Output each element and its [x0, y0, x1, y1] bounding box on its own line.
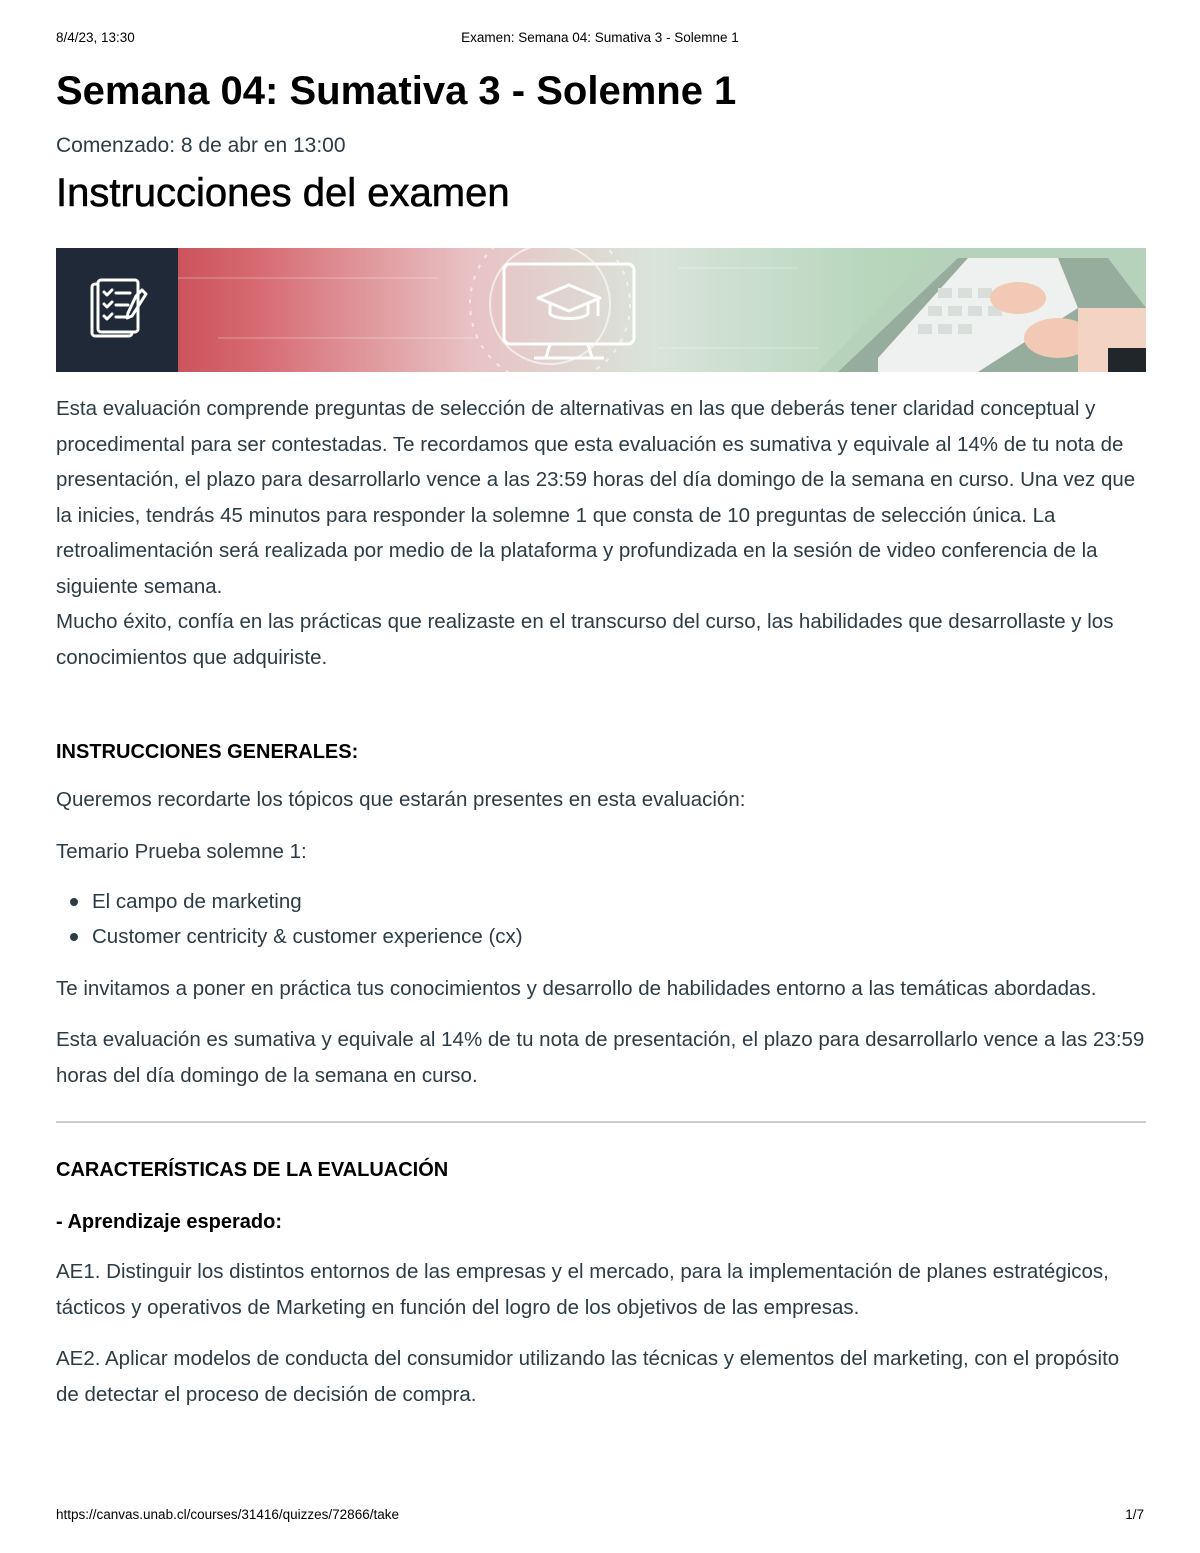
print-date: 8/4/23, 13:30	[56, 30, 135, 45]
topics-reminder: Queremos recordarte los tópicos que estarán presentes en esta evaluación:	[56, 787, 746, 811]
syllabus-label: Temario Prueba solemne 1:	[56, 840, 307, 863]
print-document-title: Examen: Semana 04: Sumativa 3 - Solemne 1	[461, 30, 739, 45]
general-instructions-heading: INSTRUCCIONES GENERALES:	[56, 741, 359, 763]
intro-paragraph: Esta evaluación comprende preguntas de selección de alternativas en las que deberás tener claridad conceptual y procedimental para ser contestadas. Te recordamos que esta evaluación es sumativa y equivale al 14% de tu nota de presentación, el plazo para desarrollarlo vence a las 23:59 horas del día domingo de la semana en curso. Una vez que la inicies, tendrás 45 minutos para responder la solemne 1 que consta de 10 preguntas de selección única. La retroalimentación será realizada por medio de la plataforma y profundizada en la sesión de video conferencia de la siguiente semana.	[56, 397, 1136, 598]
laptop-typing-image	[818, 248, 1146, 372]
list-item	[92, 884, 1146, 920]
topic-text: El campo de marketing	[92, 889, 302, 913]
learning-outcome-ae1: AE1. Distinguir los distintos entornos de las empresas y el mercado, para la implementación de planes estratégicos, tácticos y operativos de Marketing en función del logro de los objetivos de las empresas.	[56, 1260, 1109, 1319]
started-timestamp: Comenzado: 8 de abr en 13:00	[56, 134, 346, 157]
page-title: Semana 04: Sumativa 3 - Solemne 1	[56, 69, 737, 113]
topic-text: Customer centricity & customer experience (cx)	[92, 925, 523, 948]
instructions-heading: Instrucciones del examen	[56, 171, 510, 215]
banner-icon-box	[56, 248, 178, 372]
intro-closing: Mucho éxito, confía en las prácticas que realizaste en el transcurso del curso, las habilidades que desarrollaste y los conocimientos que adquiriste.	[56, 610, 1114, 669]
evaluation-paragraph: Esta evaluación es sumativa y equivale al 14% de tu nota de presentación, el plazo para desarrollarlo vence a las 23:59 horas del día domingo de la semana en curso.	[56, 1028, 1145, 1087]
bullet-icon	[70, 898, 78, 906]
learning-outcome-ae2: AE2. Aplicar modelos de conducta del consumidor utilizando las técnicas y elementos del marketing, con el propósito de detectar el proceso de decisión de compra.	[56, 1347, 1120, 1406]
invite-paragraph: Te invitamos a poner en práctica tus conocimientos y desarrollo de habilidades entorno a las temáticas abordadas.	[56, 976, 1097, 1000]
list-item	[92, 919, 1146, 955]
banner-artwork	[178, 248, 1146, 372]
graduation-monitor-icon	[504, 264, 634, 358]
print-header	[56, 30, 1144, 50]
intro-section	[56, 391, 1146, 675]
quiz-banner	[56, 248, 1146, 372]
print-footer	[56, 1507, 1144, 1527]
characteristics-heading: CARACTERÍSTICAS DE LA EVALUACIÓN	[56, 1159, 449, 1181]
page-number: 1/7	[1125, 1507, 1144, 1522]
learning-heading: - Aprendizaje esperado:	[56, 1210, 282, 1233]
quiz-content	[56, 66, 1146, 1412]
print-url: https://canvas.unab.cl/courses/31416/quizzes/72866/take	[56, 1507, 399, 1522]
topics-list	[56, 884, 1146, 955]
section-divider	[56, 1121, 1146, 1123]
checklist-icon	[56, 248, 178, 372]
bullet-icon	[70, 933, 78, 941]
